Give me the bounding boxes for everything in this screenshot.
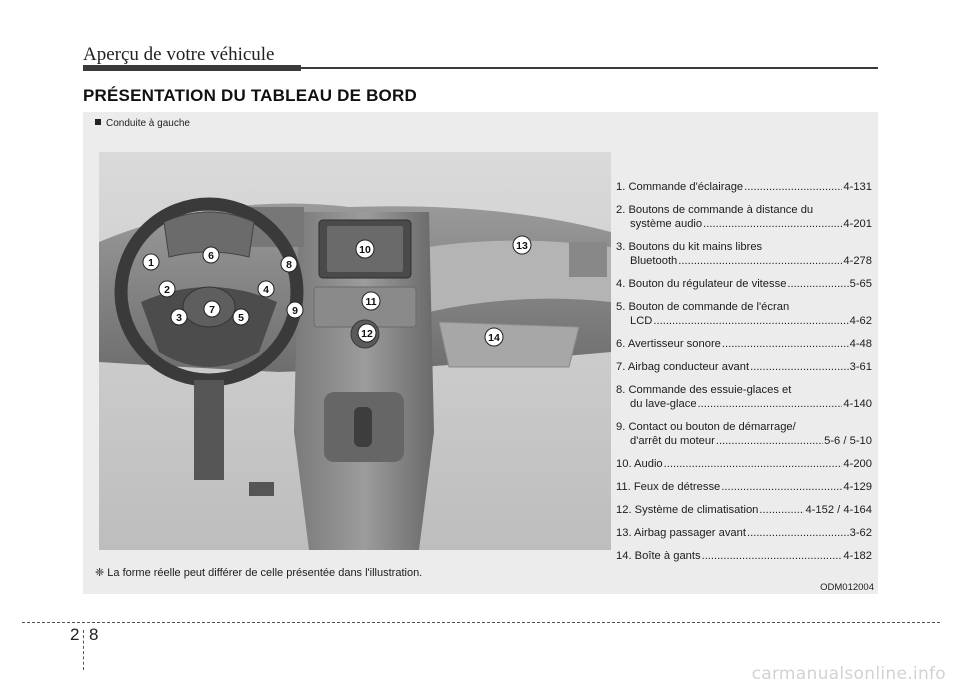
steering-column: [194, 380, 224, 480]
page-ref: 5-65: [849, 278, 872, 290]
list-item: 3. Boutons du kit mains libres Bluetooth ..... 4-278: [616, 240, 872, 268]
dashboard-panel: [83, 112, 878, 594]
callout-9: [287, 302, 303, 318]
header-rule-thick: [83, 65, 301, 71]
page-ref: 5-6 / 5-10: [824, 435, 872, 447]
callout-6: [203, 247, 219, 263]
callout-11: [362, 292, 380, 310]
callout-12: [358, 324, 376, 342]
callout-8: [281, 256, 297, 272]
svg-text:3: 3: [176, 312, 182, 324]
callout-10: [356, 240, 374, 258]
svg-text:9: 9: [292, 305, 298, 317]
page-ref: 4-62: [849, 315, 872, 327]
list-item: 1. Commande d'éclairage ..... 4-131: [616, 180, 872, 194]
page-ref: 3-62: [849, 527, 872, 539]
list-item: 13. Airbag passager avant ..... 3-62: [616, 526, 872, 540]
svg-text:8: 8: [286, 259, 292, 271]
watermark-text: carmanualsonline.info: [751, 664, 946, 684]
callout-1: [143, 254, 159, 270]
svg-text:2: 2: [164, 284, 170, 296]
figure-code: ODM012004: [820, 582, 874, 593]
illustration-footnote: ❈ La forme réelle peut différer de celle présentée dans l'illustration.: [95, 567, 423, 579]
square-bullet-icon: [95, 119, 101, 125]
callout-3: [171, 309, 187, 325]
list-item: 9. Contact ou bouton de démarrage/ d'arrêt du moteur ..... 5-6 / 5-10: [616, 420, 872, 448]
dashboard-illustration: [99, 152, 611, 550]
list-item: 6. Avertisseur sonore ..... 4-48: [616, 337, 872, 351]
drive-side-label: Conduite à gauche: [106, 118, 190, 129]
component-list: [616, 180, 872, 572]
header-rule-thin: [301, 67, 878, 69]
page-ref: 4-129: [843, 481, 872, 493]
page-ref: 4-48: [849, 338, 872, 350]
list-item: 11. Feux de détresse ..... 4-129: [616, 480, 872, 494]
svg-text:10: 10: [359, 244, 371, 256]
page-ref: 4-201: [843, 218, 872, 230]
page-ref: 4-200: [843, 458, 872, 470]
page-ref: 4-131: [843, 181, 872, 193]
svg-text:5: 5: [238, 312, 244, 324]
callout-4: [258, 281, 274, 297]
callout-7: [204, 301, 220, 317]
list-item: 12. Système de climatisation ..... 4-152 / 4-164: [616, 503, 872, 517]
callout-14: [485, 328, 503, 346]
list-item: 5. Bouton de commande de l'écran LCD ..... 4-62: [616, 300, 872, 328]
gear-lever: [354, 407, 372, 447]
svg-text:13: 13: [516, 240, 528, 252]
list-item: 7. Airbag conducteur avant ..... 3-61: [616, 360, 872, 374]
page-number: 8: [89, 625, 99, 644]
svg-text:6: 6: [208, 250, 214, 262]
footer-dashed-divider: [83, 630, 84, 670]
svg-text:12: 12: [361, 328, 373, 340]
glove-box: [439, 322, 579, 367]
list-item: 2. Boutons de commande à distance du système audio ..... 4-201: [616, 203, 872, 231]
callout-5: [233, 309, 249, 325]
section-title: PRÉSENTATION DU TABLEAU DE BORD: [83, 86, 417, 105]
svg-text:1: 1: [148, 257, 154, 269]
page-ref: 3-61: [849, 361, 872, 373]
callout-13: [513, 236, 531, 254]
page-ref: 4-152 / 4-164: [805, 504, 872, 516]
callout-2: [159, 281, 175, 297]
chapter-title: Aperçu de votre véhicule: [83, 44, 275, 65]
page-ref: 4-278: [843, 255, 872, 267]
list-item: 4. Bouton du régulateur de vitesse ..... 5-65: [616, 277, 872, 291]
list-item: 14. Boîte à gants ..... 4-182: [616, 549, 872, 563]
drive-side-note: [95, 118, 190, 129]
pedal: [249, 482, 274, 496]
svg-text:14: 14: [488, 332, 500, 344]
svg-text:4: 4: [263, 284, 269, 296]
page-ref: 4-140: [843, 398, 872, 410]
svg-text:7: 7: [209, 304, 215, 316]
footer-dashed-rule: [22, 622, 940, 623]
page-section-number: 2: [70, 625, 80, 644]
svg-text:11: 11: [365, 296, 377, 308]
page-ref: 4-182: [843, 550, 872, 562]
list-item: 10. Audio ..... 4-200: [616, 457, 872, 471]
list-item: 8. Commande des essuie-glaces et du lave-glace ..... 4-140: [616, 383, 872, 411]
right-vent: [569, 242, 607, 277]
